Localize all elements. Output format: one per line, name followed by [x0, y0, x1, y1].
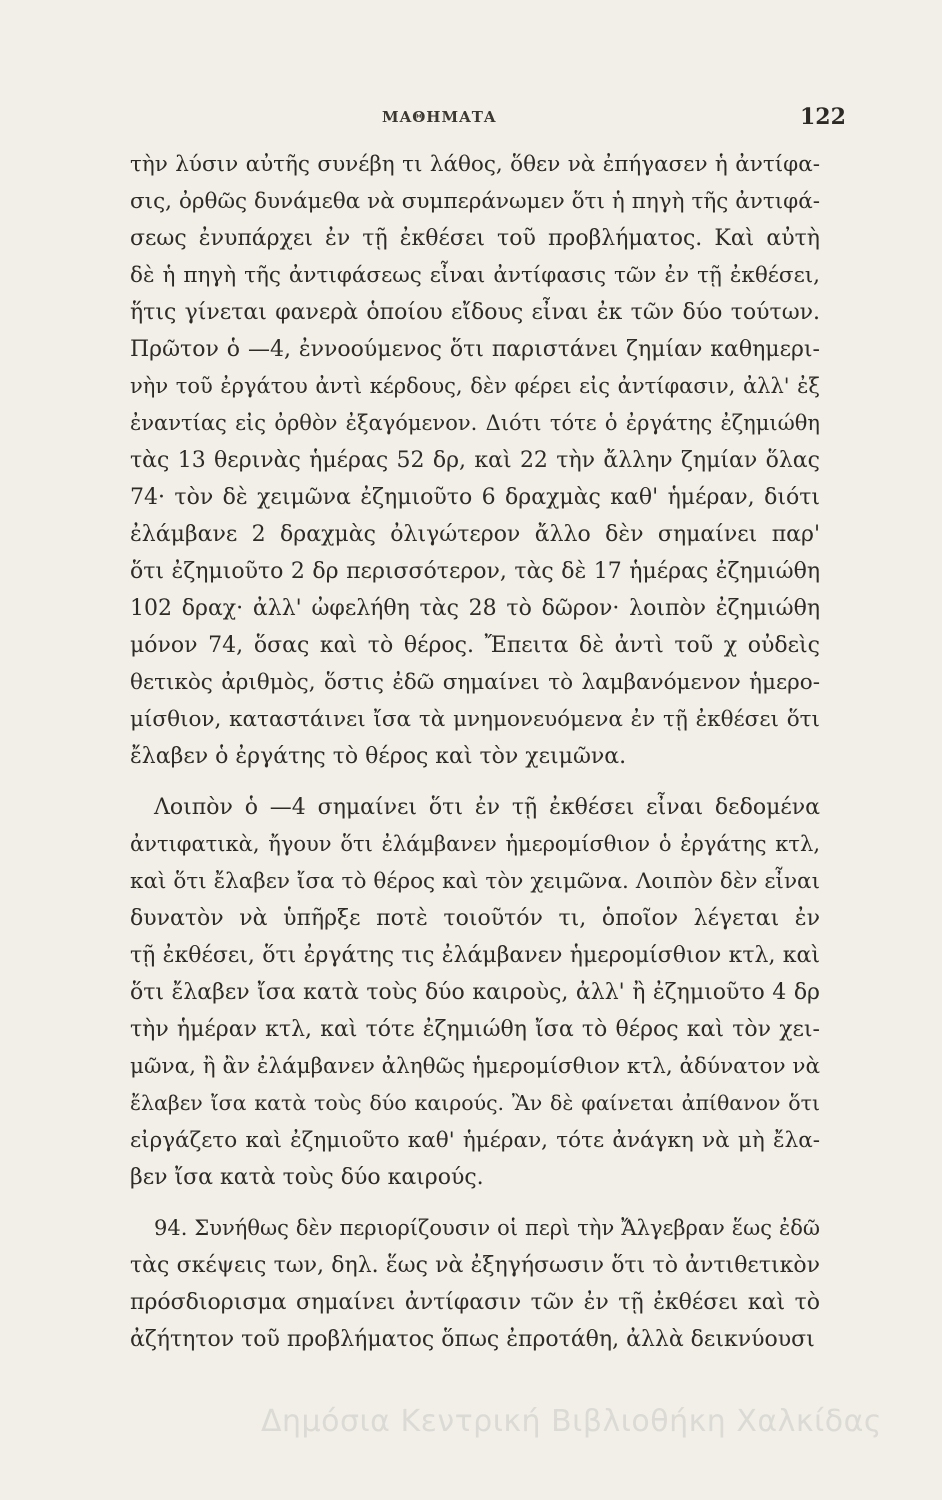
text-line: πρόσδιορισμα σημαίνει ἀντίφασιν τῶν ἐν τῇ ἐκθέσει καὶ τὸ — [130, 1290, 820, 1315]
text-line: καὶ ὅτι ἔλαβεν ἴσα τὸ θέρος καὶ τὸν χειμῶνα. Λοιπὸν δὲν εἶναι — [130, 869, 820, 894]
paragraph-2 — [130, 789, 820, 1196]
text-line: ἥτις γίνεται φανερὰ ὁποίου εἴδους εἶναι ἐκ τῶν δύο τούτων. — [130, 300, 820, 325]
text-line: ἔλαβεν ὁ ἐργάτης τὸ θέρος καὶ τὸν χειμῶνα. — [130, 744, 627, 769]
text-line: ἀζήτητον τοῦ προβλήματος ὅπως ἐπροτάθη, ἀλλὰ δεικνύουσι — [130, 1327, 815, 1352]
text-line: Πρῶτον ὁ —4, ἐννοούμενος ὅτι παριστάνει ζημίαν καθημερι- — [130, 337, 820, 362]
text-line: τὴν λύσιν αὐτῆς συνέβη τι λάθος, ὅθεν νὰ ἐπήγασεν ἡ ἀντίφα- — [130, 152, 820, 177]
text-line: σις, ὀρθῶς δυνάμεθα νὰ συμπεράνωμεν ὅτι ἡ πηγὴ τῆς ἀντιφά- — [130, 189, 820, 214]
text-line: ἀντιφατικὰ, ἤγουν ὅτι ἐλάμβανεν ἡμερομίσθιον ὁ ἐργάτης κτλ, — [130, 832, 820, 856]
paragraph-gap — [130, 1196, 820, 1210]
text-line: δυνατὸν νὰ ὑπῆρξε ποτὲ τοιοῦτόν τι, ὁποῖον λέγεται ἐν — [130, 906, 820, 931]
body-text — [130, 146, 820, 1358]
text-line: σεως ἐνυπάρχει ἐν τῇ ἐκθέσει τοῦ προβλήματος. Καὶ αὐτὴ — [130, 226, 820, 251]
text-line: 94. Συνήθως δὲν περιορίζουσιν οἱ περὶ τὴν Ἄλγεβραν ἕως ἐδῶ — [154, 1216, 820, 1240]
text-line: ἐναντίας εἰς ὀρθὸν ἐξαγόμενον. Διότι τότε ὁ ἐργάτης ἐζημιώθη — [130, 411, 820, 435]
text-line: τὰς σκέψεις των, δηλ. ἕως νὰ ἐξηγήσωσιν ὅτι τὸ ἀντιθετικὸν — [130, 1253, 820, 1278]
page-number: 122 — [800, 104, 846, 130]
paragraph-3 — [130, 1210, 820, 1358]
running-title: ΜΑΘΗΜΑΤΑ — [382, 108, 497, 126]
text-line: 74· τὸν δὲ χειμῶνα ἐζημιοῦτο 6 δραχμὰς καθ' ἡμέραν, διότι — [130, 485, 820, 510]
paragraph-gap — [130, 775, 820, 789]
text-line: ἔλαβεν ἴσα κατὰ τοὺς δύο καιρούς. Ἂν δὲ φαίνεται ἀπίθανον ὅτι — [130, 1091, 820, 1115]
text-line: Λοιπὸν ὁ —4 σημαίνει ὅτι ἐν τῇ ἐκθέσει εἶναι δεδομένα — [154, 795, 820, 820]
text-line: ὅτι ἐζημιοῦτο 2 δρ περισσότερον, τὰς δὲ 17 ἡμέρας ἐζημιώθη — [130, 559, 820, 584]
page-header — [0, 100, 942, 140]
text-line: νὴν τοῦ ἐργάτου ἀντὶ κέρδους, δὲν φέρει εἰς ἀντίφασιν, ἀλλ' ἐξ — [130, 374, 820, 398]
library-watermark: Δημόσια Κεντρική Βιβλιοθήκη Χαλκίδας — [261, 1404, 882, 1439]
text-line: εἰργάζετο καὶ ἐζημιοῦτο καθ' ἡμέραν, τότε ἀνάγκη νὰ μὴ ἔλα- — [130, 1128, 820, 1153]
text-line: δὲ ἡ πηγὴ τῆς ἀντιφάσεως εἶναι ἀντίφασις τῶν ἐν τῇ ἐκθέσει, — [130, 263, 820, 288]
text-line: βεν ἴσα κατὰ τοὺς δύο καιρούς. — [130, 1165, 484, 1190]
text-line: θετικὸς ἀριθμὸς, ὅστις ἐδῶ σημαίνει τὸ λαμβανόμενον ἡμερο- — [130, 670, 820, 695]
paragraph-1 — [130, 146, 820, 775]
text-line: τῇ ἐκθέσει, ὅτι ἐργάτης τις ἐλάμβανεν ἡμερομίσθιον κτλ, καὶ — [130, 943, 820, 968]
text-line: ἐλάμβανε 2 δραχμὰς ὀλιγώτερον ἄλλο δὲν σημαίνει παρ' — [130, 522, 820, 547]
text-line: τὴν ἡμέραν κτλ, καὶ τότε ἐζημιώθη ἴσα τὸ θέρος καὶ τὸν χει- — [130, 1017, 820, 1042]
text-line: 102 δραχ· ἀλλ' ὠφελήθη τὰς 28 τὸ δῶρον· λοιπὸν ἐζημιώθη — [130, 596, 820, 621]
text-line: τὰς 13 θερινὰς ἡμέρας 52 δρ, καὶ 22 τὴν ἄλλην ζημίαν ὅλας — [130, 448, 820, 473]
text-line: μίσθιον, καταστάινει ἴσα τὰ μνημονευόμενα ἐν τῇ ἐκθέσει ὅτι — [130, 707, 820, 732]
text-line: μῶνα, ἢ ἂν ἐλάμβανεν ἀληθῶς ἡμερομίσθιον κτλ, ἀδύνατον νὰ — [130, 1054, 820, 1079]
text-line: μόνον 74, ὅσας καὶ τὸ θέρος. Ἔπειτα δὲ ἀντὶ τοῦ χ οὐδεὶς — [130, 633, 820, 658]
text-line: ὅτι ἔλαβεν ἴσα κατὰ τοὺς δύο καιροὺς, ἀλλ' ἢ ἐζημιοῦτο 4 δρ — [130, 980, 820, 1005]
